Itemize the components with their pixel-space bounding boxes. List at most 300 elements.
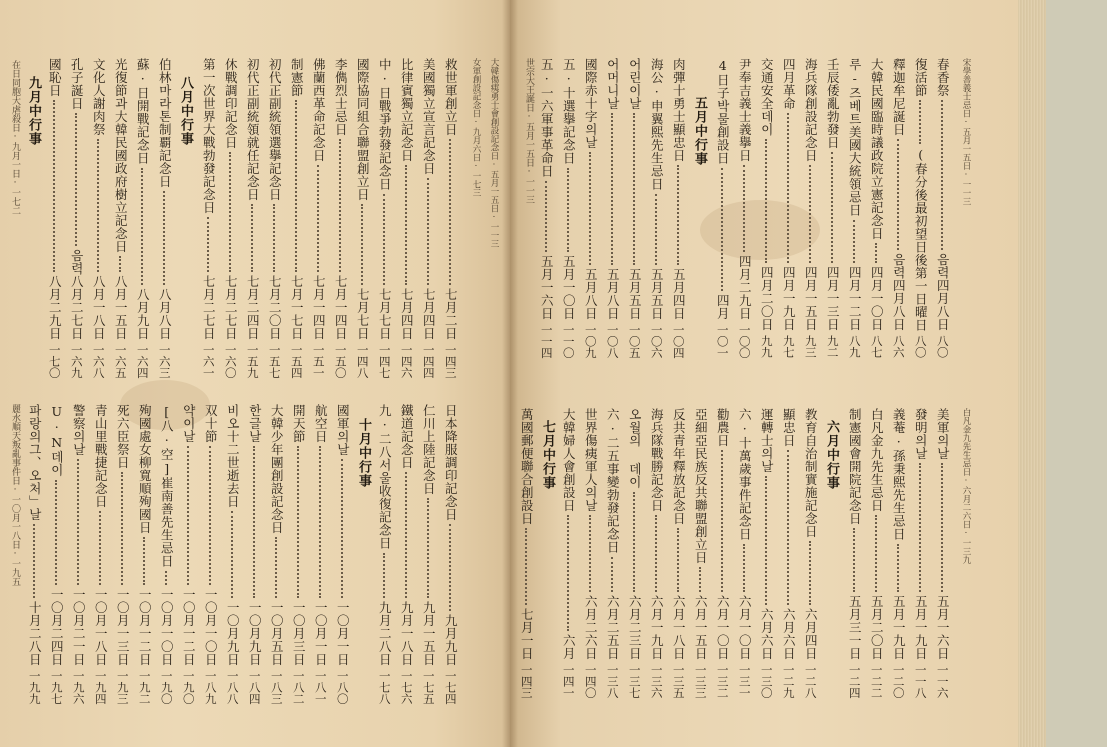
entry-title: 약이날 bbox=[181, 404, 197, 443]
toc-entry bbox=[440, 404, 460, 704]
dot-leader bbox=[273, 204, 275, 272]
dot-leader bbox=[75, 113, 77, 246]
dot-leader bbox=[941, 100, 943, 250]
toc-entry bbox=[156, 404, 176, 704]
entry-title: 肉彈十勇士顯忠日 bbox=[671, 58, 687, 162]
entry-date: 七月二〇日 bbox=[267, 274, 283, 340]
entry-page: 一四三 bbox=[443, 343, 458, 378]
entry-date: 五月一五日 bbox=[524, 122, 534, 167]
toc-entry bbox=[580, 408, 600, 698]
entry-page: 一一八 bbox=[913, 663, 928, 698]
entry-title: 女軍創設記念日 bbox=[471, 58, 481, 118]
entry-date: 五月四日 bbox=[671, 267, 687, 320]
background-surface bbox=[1046, 0, 1107, 747]
entry-date: 五月八日 bbox=[605, 267, 621, 320]
dot-leader bbox=[275, 537, 277, 598]
entry-date: 七月七日 bbox=[355, 287, 371, 340]
toc-entry bbox=[310, 404, 330, 704]
entry-date: 음력四月八日 bbox=[935, 253, 951, 331]
entry-title: 國恥日 bbox=[47, 58, 63, 97]
toc-entry bbox=[286, 58, 306, 378]
entry-page: 一一四 bbox=[539, 323, 554, 358]
entry-page: 一一三 bbox=[489, 222, 499, 248]
entry-date: 五月一五日 bbox=[961, 127, 971, 170]
dot-leader bbox=[319, 446, 321, 598]
dot-leader bbox=[721, 450, 723, 592]
toc-entry bbox=[822, 58, 842, 358]
entry-page: 一〇八 bbox=[605, 323, 620, 358]
entry-title: 大韓傷痍勇士會創設記念日 bbox=[489, 58, 499, 160]
dot-leader bbox=[119, 256, 121, 272]
entry-page: 一〇五 bbox=[627, 323, 642, 358]
entry-date: 一〇月五日 bbox=[269, 600, 285, 666]
entry-title: 双十節 bbox=[203, 404, 219, 443]
entry-date: 一〇月一二日 bbox=[181, 587, 197, 666]
entry-title: 光復節과大韓民國政府樹立記念日 bbox=[113, 58, 129, 253]
entry-title: 勸農日 bbox=[715, 408, 731, 447]
section-heading-may: 五月中行事 bbox=[692, 96, 707, 166]
entry-page: 八九 bbox=[847, 335, 862, 358]
entry-date: 六月二六日 bbox=[583, 594, 599, 660]
entry-page: 九三 bbox=[803, 335, 818, 358]
toc-entry bbox=[264, 58, 284, 378]
dot-leader bbox=[229, 152, 231, 272]
entry-page: 一八四 bbox=[247, 669, 262, 704]
entry-title: 大韓婦人會創設日 bbox=[561, 408, 577, 512]
toc-entry bbox=[66, 58, 86, 378]
entry-page: 一九七 bbox=[49, 669, 64, 704]
dot-leader bbox=[317, 165, 319, 272]
entry-title: 休戰調印記念日 bbox=[223, 58, 239, 149]
entry-date: 九月一八日 bbox=[399, 600, 415, 666]
entry-page: 一九四 bbox=[93, 669, 108, 704]
entry-page: 一六五 bbox=[113, 343, 128, 378]
margin-strip: 大韓傷痍勇士會創設記念日·五月一五日·一一三 bbox=[489, 58, 499, 248]
toc-entry bbox=[668, 408, 688, 698]
toc-entry bbox=[800, 408, 820, 698]
entry-date: 七月二七日 bbox=[223, 274, 239, 340]
dot-leader bbox=[633, 492, 635, 592]
entry-page: 一七二 bbox=[10, 188, 20, 215]
dot-leader bbox=[55, 480, 57, 585]
dot-leader bbox=[361, 204, 363, 285]
entry-title: 教育自治制實施記念日 bbox=[803, 408, 819, 538]
toc-entry bbox=[112, 404, 132, 704]
entry-page: 一九六 bbox=[71, 669, 86, 704]
toc-entry bbox=[222, 404, 242, 704]
entry-date: 七月一日 bbox=[519, 607, 535, 660]
entry-title: 仁川上陸記念日 bbox=[421, 404, 437, 495]
toc-entry bbox=[690, 408, 710, 698]
dot-leader bbox=[33, 524, 35, 598]
entry-date: 一〇月一日 bbox=[313, 600, 329, 666]
entry-date: 六月四日 bbox=[803, 607, 819, 660]
section-heading-september: 九月中行事 bbox=[26, 76, 41, 146]
toc-entry bbox=[288, 404, 308, 704]
entry-title: 制憲國會開院記念日 bbox=[847, 408, 863, 525]
dot-leader bbox=[699, 567, 701, 592]
dot-leader bbox=[339, 139, 341, 272]
entry-page: 一四四 bbox=[421, 343, 436, 378]
entry-title: 비오十二世逝去日 bbox=[225, 404, 241, 508]
dot-leader bbox=[721, 168, 723, 291]
dot-leader bbox=[427, 498, 429, 598]
entry-date: 一〇月一二日 bbox=[137, 587, 153, 666]
entry-page: 一七六 bbox=[399, 669, 414, 704]
entry-page: 一七四 bbox=[443, 669, 458, 704]
entry-page: 一三一 bbox=[737, 663, 752, 698]
dot-leader bbox=[143, 537, 145, 585]
entry-title: 루-즈베트美國大統領忌日 bbox=[847, 58, 863, 217]
toc-entry bbox=[418, 404, 438, 704]
entry-page: 八〇 bbox=[913, 335, 928, 358]
toc-entry bbox=[24, 404, 44, 704]
entry-title: 宋學善義士忌日 bbox=[961, 58, 971, 118]
toc-entry bbox=[646, 408, 666, 698]
entry-title: 文化人謝肉祭 bbox=[91, 58, 107, 136]
entry-date: 六月二三日 bbox=[627, 594, 643, 660]
entry-date: 음력四月八日 bbox=[891, 253, 907, 331]
entry-date: 九月六日 bbox=[471, 127, 481, 162]
toc-entry bbox=[910, 408, 930, 698]
entry-page: 八〇 bbox=[935, 335, 950, 358]
entry-title: 五·十選擧記念日 bbox=[561, 58, 577, 165]
entry-date: 六月一八日 bbox=[671, 594, 687, 660]
dot-leader bbox=[99, 511, 101, 585]
entry-title: 파랑의그、오처」날 bbox=[27, 404, 43, 521]
entry-page: 九二 bbox=[825, 335, 840, 358]
toc-entry bbox=[242, 58, 262, 378]
entry-page: 一三七 bbox=[627, 663, 642, 698]
entry-page: 一〇〇 bbox=[737, 323, 752, 358]
entry-page: 一三八 bbox=[605, 663, 620, 698]
entry-page: 一〇四 bbox=[671, 323, 686, 358]
entry-page: 八六 bbox=[891, 335, 906, 358]
toc-entry bbox=[396, 404, 416, 704]
entry-title: 오월의 데이 bbox=[627, 408, 643, 489]
entry-page: 一七五 bbox=[421, 669, 436, 704]
entry-page: 一六三 bbox=[157, 343, 172, 378]
entry-page: 一一〇 bbox=[561, 323, 576, 358]
entry-title: 四月革命 bbox=[781, 58, 797, 110]
dot-leader bbox=[787, 450, 789, 605]
entry-title: 亞細亞民族反共聯盟創立日 bbox=[693, 408, 709, 564]
entry-date: 八月二九日 bbox=[47, 274, 63, 340]
entry-title: 反共青年釋放記念日 bbox=[671, 408, 687, 525]
entry-title: 復活節 bbox=[913, 58, 929, 97]
entry-page: 一三九 bbox=[961, 538, 971, 564]
dot-leader bbox=[341, 459, 343, 598]
dot-leader bbox=[525, 528, 527, 605]
entry-date: 四月二九日 bbox=[737, 254, 753, 320]
entry-date: 一〇月一〇日 bbox=[203, 587, 219, 666]
entry-date: 五月一〇日 bbox=[561, 254, 577, 320]
entry-page: 一五七 bbox=[267, 343, 282, 378]
toc-entry bbox=[888, 408, 908, 698]
toc-entry bbox=[624, 408, 644, 698]
entry-title: 어린이날 bbox=[627, 58, 643, 110]
toc-entry bbox=[132, 58, 152, 378]
toc-entry bbox=[266, 404, 286, 704]
entry-date: 五月八日 bbox=[583, 267, 599, 320]
dot-leader bbox=[853, 220, 855, 264]
toc-entry bbox=[516, 408, 536, 698]
toc-entry bbox=[712, 58, 732, 358]
toc-entry bbox=[712, 408, 732, 698]
margin-strip: 女軍創設記念日·九月六日·一七三 bbox=[471, 58, 481, 197]
dot-leader bbox=[655, 515, 657, 592]
entry-page: 一四〇 bbox=[583, 663, 598, 698]
entry-date: 一〇月一〇日 bbox=[159, 587, 175, 666]
entry-date: 一〇月二一日 bbox=[71, 587, 87, 666]
entry-page: 一八三 bbox=[269, 669, 284, 704]
entry-page: 一一三 bbox=[961, 180, 971, 206]
entry-title: 六·二五事變勃發記念日 bbox=[605, 408, 621, 554]
dot-leader bbox=[787, 113, 789, 263]
toc-entry bbox=[68, 404, 88, 704]
dot-leader bbox=[405, 165, 407, 285]
entry-title: 釋迦牟尼誕日 bbox=[891, 58, 907, 136]
entry-date: 五月一五日 bbox=[489, 170, 499, 213]
margin-strip: 麗水順天叛亂事件日·一〇月一八日·一九五 bbox=[10, 404, 20, 586]
entry-title: 制憲節 bbox=[289, 58, 305, 97]
entry-date: 一〇月一日 bbox=[335, 600, 351, 666]
left-top-extra: 在日同胞大虐殺日·九月一日·一七二 bbox=[10, 60, 20, 215]
entry-title: 大韓少年團創設記念日 bbox=[269, 404, 285, 534]
dot-leader bbox=[919, 100, 921, 144]
entry-page: 一三二 bbox=[715, 663, 730, 698]
toc-entry bbox=[844, 408, 864, 698]
entry-title: 死六臣祭日 bbox=[115, 404, 131, 469]
entry-title: 在日同胞大虐殺日 bbox=[10, 60, 20, 132]
dot-leader bbox=[567, 515, 569, 631]
dot-leader bbox=[941, 463, 943, 592]
entry-page: 一二二 bbox=[869, 663, 884, 698]
entry-title: 九·二八서울收復記念日 bbox=[377, 404, 393, 550]
toc-entry bbox=[932, 408, 952, 698]
entry-date: 一〇月九日 bbox=[225, 600, 241, 666]
entry-page: 一七〇 bbox=[47, 343, 62, 378]
entry-date: 一〇月一八日 bbox=[93, 587, 109, 666]
toc-entry bbox=[756, 408, 776, 698]
toc-entry bbox=[374, 404, 394, 704]
entry-title: 美國獨立宣言記念日 bbox=[421, 58, 437, 175]
toc-entry bbox=[668, 58, 688, 358]
entry-date: 四月 bbox=[715, 293, 731, 320]
toc-entry bbox=[332, 404, 352, 704]
dot-leader bbox=[231, 511, 233, 598]
entry-title: 救世軍創立日 bbox=[443, 58, 459, 136]
entry-title: 蘇·日開戰記念日 bbox=[135, 58, 151, 165]
entry-date: 六月一〇日 bbox=[737, 594, 753, 660]
entry-date: 九月二八日 bbox=[377, 600, 393, 666]
toc-entry bbox=[46, 404, 66, 704]
toc-entry bbox=[352, 58, 372, 378]
margin-strip: 宋學善義士忌日·五月一五日·一一三 bbox=[961, 58, 971, 206]
dot-leader bbox=[589, 152, 591, 265]
entry-date: 六月二五日 bbox=[605, 594, 621, 660]
entry-page: 一〇六 bbox=[649, 323, 664, 358]
entry-title: 春香祭 bbox=[935, 58, 951, 97]
entry-title: 發明의날 bbox=[913, 408, 929, 460]
entry-date: 六月六日 bbox=[759, 607, 775, 660]
toc-entry bbox=[778, 58, 798, 358]
entry-title: 萬國郵便聯合創設日 bbox=[519, 408, 535, 525]
toc-entry bbox=[244, 404, 264, 704]
dot-leader bbox=[897, 544, 899, 592]
dot-leader bbox=[875, 515, 877, 592]
entry-page: 一六〇 bbox=[223, 343, 238, 378]
entry-date: 六月一〇日 bbox=[715, 594, 731, 660]
toc-entry bbox=[110, 58, 130, 378]
entry-title: 海兵隊戰勝記念日 bbox=[649, 408, 665, 512]
entry-date: 八月一八日 bbox=[91, 274, 107, 340]
toc-entry bbox=[580, 58, 600, 358]
toc-entry bbox=[910, 58, 930, 358]
entry-page: 一八八 bbox=[225, 669, 240, 704]
toc-entry bbox=[330, 58, 350, 378]
toc-entry bbox=[178, 404, 198, 704]
dot-leader bbox=[383, 553, 385, 598]
entry-title: 國際協同組合聯盟創立日 bbox=[355, 58, 371, 201]
entry-title: 世界傷痍軍人의날 bbox=[583, 408, 599, 512]
toc-entry bbox=[134, 404, 154, 704]
dot-leader bbox=[919, 463, 921, 592]
entry-title: 4日子박물創設日 bbox=[715, 58, 731, 165]
entry-page: 一八〇 bbox=[335, 669, 350, 704]
entry-page: 一七八 bbox=[377, 669, 392, 704]
dot-leader bbox=[743, 165, 745, 252]
entry-date: 五月五日 bbox=[649, 267, 665, 320]
entry-title: 한글날 bbox=[247, 404, 263, 443]
dot-leader bbox=[545, 181, 547, 252]
entry-date: 七月七日 bbox=[377, 287, 393, 340]
entry-date: 四月一二日 bbox=[847, 266, 863, 331]
toc-entry bbox=[440, 58, 460, 378]
entry-date: 六月六日 bbox=[781, 607, 797, 660]
entry-page: 一〇一 bbox=[715, 323, 730, 358]
entry-date: 十月二八日 bbox=[27, 600, 43, 666]
entry-title: 開天節 bbox=[291, 404, 307, 443]
entry-date: 六月一五日 bbox=[693, 594, 709, 660]
entry-page: 九七 bbox=[781, 335, 796, 358]
toc-entry bbox=[90, 404, 110, 704]
entry-date: 五月三一日 bbox=[847, 594, 863, 660]
entry-title: U·N데이 bbox=[49, 404, 65, 477]
entry-page: 一六八 bbox=[91, 343, 106, 378]
entry-page: 一八二 bbox=[291, 669, 306, 704]
entry-title: 顯忠日 bbox=[781, 408, 797, 447]
entry-title: 國際赤十字의날 bbox=[583, 58, 599, 149]
toc-entry bbox=[220, 58, 240, 378]
toc-entry bbox=[734, 408, 754, 698]
entry-title: 交通安全데이 bbox=[759, 58, 775, 136]
toc-entry bbox=[646, 58, 666, 358]
entry-date: 七月四日 bbox=[421, 287, 437, 340]
entry-date: 六月一九日 bbox=[649, 594, 665, 660]
toc-entry bbox=[198, 58, 218, 378]
dot-leader bbox=[567, 168, 569, 252]
entry-date: 六月 bbox=[561, 633, 577, 660]
entry-date: 五月二〇日 bbox=[869, 594, 885, 660]
entry-date: 七月一四日 bbox=[333, 274, 349, 340]
dot-leader bbox=[743, 544, 745, 592]
entry-date: 八月九日 bbox=[135, 287, 151, 340]
entry-title: 大韓民國臨時議政院立憲記念日 bbox=[869, 58, 885, 240]
entry-page: 一三三 bbox=[693, 663, 708, 698]
entry-page: 一〇九 bbox=[583, 323, 598, 358]
entry-page: 一九三 bbox=[115, 669, 130, 704]
entry-page: 一三六 bbox=[649, 663, 664, 698]
dot-leader bbox=[297, 446, 299, 598]
entry-title: 海兵隊創設記念日 bbox=[803, 58, 819, 162]
entry-title: 比律賓獨立記念日 bbox=[399, 58, 415, 162]
entry-title: 第一次世界大戰勃發記念日 bbox=[201, 58, 217, 214]
dot-leader bbox=[253, 446, 255, 598]
entry-title: 初代正副統領就任記念日 bbox=[245, 58, 261, 201]
entry-page: 九九 bbox=[759, 335, 774, 358]
entry-title: 伯林마라톤制覇記念日 bbox=[157, 58, 173, 188]
toc-entry bbox=[308, 58, 328, 378]
entry-page: 一三五 bbox=[671, 663, 686, 698]
entry-date: 四月二〇日 bbox=[759, 266, 775, 331]
entry-page: 一八一 bbox=[313, 669, 328, 704]
entry-date: 七月一七日 bbox=[289, 274, 305, 340]
entry-date: 一〇月一八日 bbox=[10, 495, 20, 549]
dot-leader bbox=[765, 476, 767, 605]
dot-leader bbox=[765, 139, 767, 263]
entry-date: 四月一〇日 bbox=[869, 266, 885, 331]
entry-page: 一九〇 bbox=[159, 669, 174, 704]
entry-date: 四月一三日 bbox=[825, 266, 841, 331]
entry-date: 五月一九日 bbox=[891, 594, 907, 660]
toc-entry bbox=[44, 58, 64, 378]
entry-date: 九月一五日 bbox=[421, 600, 437, 666]
dot-leader bbox=[207, 217, 209, 272]
entry-page: 一二〇 bbox=[891, 663, 906, 698]
entry-page: 一五〇 bbox=[333, 343, 348, 378]
entry-title: 麗水順天叛亂事件日 bbox=[10, 404, 20, 485]
dot-leader bbox=[677, 528, 679, 592]
entry-page: 一九九 bbox=[27, 669, 42, 704]
entry-page: 一四一 bbox=[561, 663, 576, 698]
entry-title: 鐵道記念日 bbox=[399, 404, 415, 469]
entry-title: 警察의날 bbox=[71, 404, 87, 456]
dot-leader bbox=[383, 194, 385, 285]
dot-leader bbox=[77, 459, 79, 585]
entry-date: 五月一六日 bbox=[539, 254, 555, 320]
entry-title: 世宗大王誕日 bbox=[524, 58, 534, 112]
entry-title: 初代正副統領選擧記念日 bbox=[267, 58, 283, 201]
entry-page: 一四三 bbox=[519, 663, 534, 698]
dot-leader bbox=[187, 446, 189, 585]
entry-date: 六月二六日 bbox=[961, 486, 971, 529]
entry-date: 八月一五日 bbox=[113, 274, 129, 340]
entry-title: 孔子誕日 bbox=[69, 58, 85, 110]
entry-date: 九月一日 bbox=[10, 142, 20, 178]
entry-title: 六·十萬歲事件記念日 bbox=[737, 408, 753, 541]
entry-page: 一四八 bbox=[355, 343, 370, 378]
entry-title: [八·空]崔南善先生忌日 bbox=[159, 404, 175, 568]
toc-entry bbox=[558, 58, 578, 358]
dot-leader bbox=[633, 113, 635, 265]
toc-entry bbox=[932, 58, 952, 358]
entry-page: 一七三 bbox=[471, 171, 481, 197]
entry-page: 一一六 bbox=[935, 663, 950, 698]
entry-date: 一〇月一三日 bbox=[115, 587, 131, 666]
toc-entry bbox=[88, 58, 108, 378]
dot-leader bbox=[655, 194, 657, 265]
